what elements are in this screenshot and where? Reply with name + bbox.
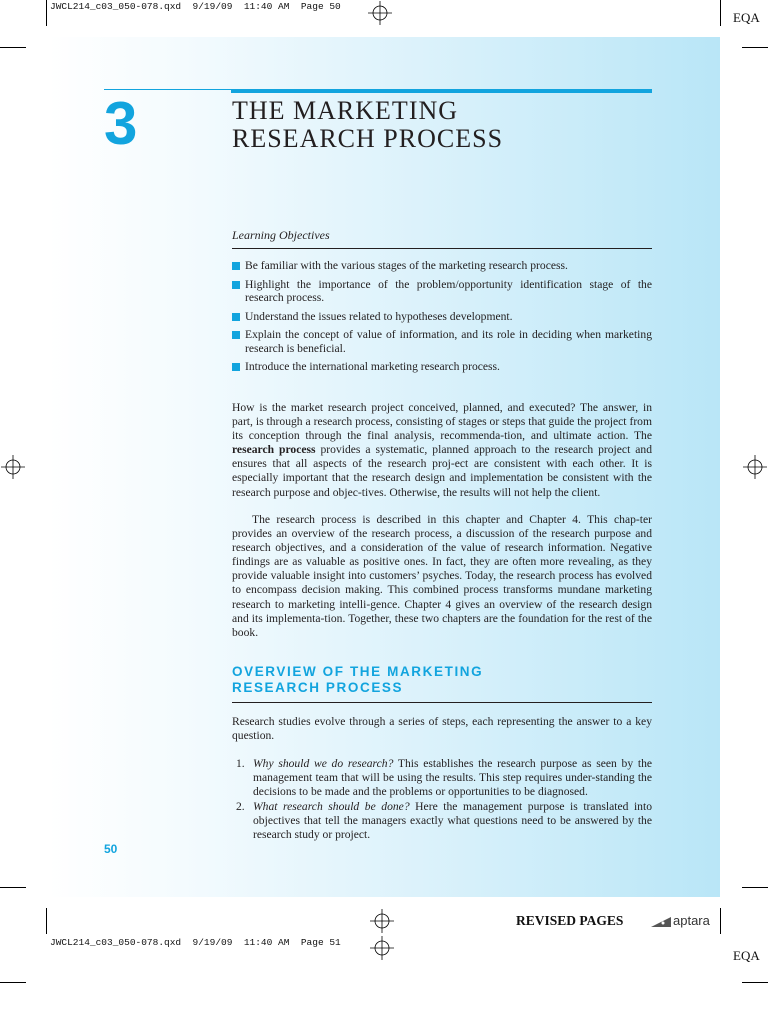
crop-mark (720, 908, 721, 934)
crop-mark (0, 982, 26, 983)
page-number: 50 (104, 842, 118, 856)
square-bullet-icon (232, 313, 240, 321)
section-heading (232, 664, 483, 695)
intro-text: How is the market research project conceived, planned, and executed? The answer, in part, is through a research process, consisting of stages or steps that guide the project from its conception through the final analysis, recommenda-tion, and ultimate action. The (232, 401, 652, 443)
objective-text: Introduce the international marketing research process. (245, 360, 500, 373)
learning-objectives-list (232, 259, 652, 379)
eqa-label-bottom: EQA (733, 948, 760, 963)
objective-text: Explain the concept of value of information, and its role in deciding when marketing research is beneficial. (245, 328, 652, 355)
section-heading-line2: RESEARCH PROCESS (232, 679, 404, 695)
square-bullet-icon (232, 281, 240, 289)
square-bullet-icon (232, 363, 240, 371)
registration-mark-icon (368, 1, 392, 25)
section-lead-paragraph: Research studies evolve through a series of steps, each representing the answer to a key question. (232, 715, 652, 743)
crop-mark (742, 47, 768, 48)
registration-mark-icon (370, 936, 394, 960)
printer-slug-top: JWCL214_c03_050-078.qxd 9/19/09 11:40 AM Page 50 (50, 1, 341, 12)
chapter-title (232, 97, 503, 153)
section-rule (232, 702, 652, 703)
list-item (232, 310, 652, 324)
registration-mark-icon (370, 909, 394, 933)
list-item (232, 757, 652, 799)
section-heading-line1: OVERVIEW OF THE MARKETING (232, 664, 484, 679)
eqa-label-top: EQA (733, 10, 760, 25)
list-item (232, 800, 652, 842)
square-bullet-icon (232, 262, 240, 270)
list-item (232, 259, 652, 273)
crop-mark (46, 0, 47, 26)
crop-mark (0, 47, 26, 48)
crop-mark (742, 887, 768, 888)
crop-mark (46, 908, 47, 934)
aptara-label: aptara (673, 913, 710, 928)
learning-objectives-rule (232, 248, 652, 249)
step-text: This establishes the research purpose as seen by the management team that will be using the results. This step requires under-standing the decisions to be made and the problems or opportunities to be diagnosed. (253, 757, 653, 799)
intro-text: provides a systematic, planned approach to the research project and ensures that all aspects of the research proj-ect are consistent with each other. It is especially important that the research design and implementation be consistent with the research purpose and objec-tives. Otherwise, the results will not help the client. (232, 443, 652, 499)
step-question: Why should we do research? (253, 757, 394, 770)
key-term: research process (232, 443, 316, 457)
registration-mark-icon (743, 455, 767, 479)
list-item (232, 278, 652, 305)
printer-slug-bottom: JWCL214_c03_050-078.qxd 9/19/09 11:40 AM Page 51 (50, 937, 341, 948)
list-item (232, 360, 652, 374)
chapter-title-line2: RESEARCH PROCESS (232, 124, 504, 153)
revised-pages-label: REVISED PAGES (516, 913, 624, 928)
objective-text: Be familiar with the various stages of the marketing research process. (245, 259, 568, 272)
intro-paragraph-2: The research process is described in this chapter and Chapter 4. This chap-ter provides an overview of the research process, a discussion of the research purpose and research objectives, and a consideration of the value of research information. Negative findings are as valuable as positive ones. In fact, they are often more revealing, as they provide valuable insight into customers’ psyches. Today, the research process has evolved to encompass decision making. This combined process transforms mundane marketing research to marketing intelli-gence. Chapter 4 gives an overview of the research design and its implementa-tion. Together, these two chapters are the foundation for the rest of the book. (232, 513, 652, 639)
crop-mark (0, 887, 26, 888)
objective-text: Highlight the importance of the problem/opportunity identification stage of the research process. (245, 277, 652, 304)
objective-text: Understand the issues related to hypotheses development. (245, 309, 513, 323)
step-number: 1. (236, 757, 245, 770)
aptara-logo-icon (651, 917, 671, 927)
list-item (232, 328, 652, 355)
learning-objectives-heading: Learning Objectives (232, 228, 330, 242)
crop-mark (742, 982, 768, 983)
crop-mark (720, 0, 721, 26)
step-question: What research should be done? (253, 800, 410, 814)
step-text: Here the management purpose is translated into objectives that tell the managers exactly what questions need to be answered by the research study or project. (253, 800, 653, 842)
chapter-rule-thick (231, 89, 652, 93)
research-steps-list (232, 757, 652, 844)
chapter-number: 3 (104, 90, 138, 157)
registration-mark-icon (1, 455, 25, 479)
intro-paragraph-1 (232, 401, 652, 500)
square-bullet-icon (232, 331, 240, 339)
chapter-title-line1: THE MARKETING (232, 96, 459, 125)
step-number: 2. (236, 800, 245, 814)
